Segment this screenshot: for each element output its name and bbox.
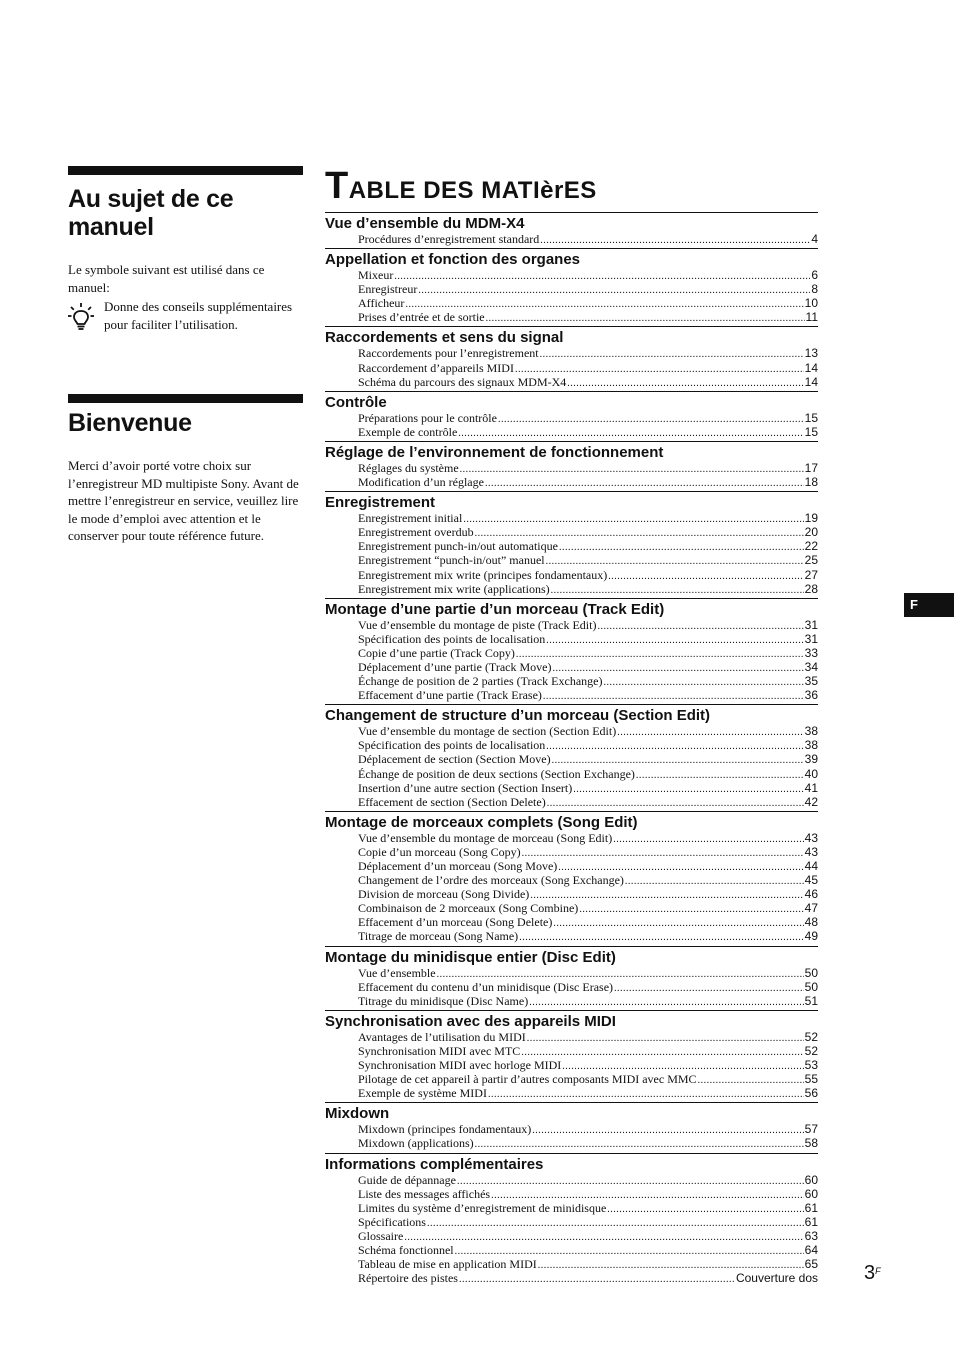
toc-entry — [358, 526, 818, 540]
toc-entry-title: Vue d’ensemble — [358, 965, 436, 980]
toc-entry — [358, 1087, 818, 1101]
toc-entry-title: Déplacement d’un morceau (Song Move) — [358, 859, 558, 873]
toc-entry — [358, 583, 818, 597]
dot-leader — [404, 1230, 803, 1244]
toc-section-title: Montage d’une partie d’un morceau (Track Edit) — [325, 600, 665, 618]
toc-entry-title: Enregistrement mix write (applications) — [358, 581, 550, 596]
toc-entry — [358, 426, 818, 440]
toc-entry-title: Pilotage de cet appareil à partir d’autres composants MIDI avec MMC — [358, 1072, 697, 1087]
toc-entry-title: Mixdown (applications) — [358, 1136, 474, 1151]
dot-leader — [538, 1258, 804, 1272]
toc-section — [325, 326, 818, 389]
toc-entry — [358, 874, 818, 888]
dot-leader — [543, 689, 804, 703]
dot-leader — [527, 1031, 804, 1045]
toc-entry-title: Procédures d’enregistrement standard — [358, 232, 540, 246]
toc-entry-page: 14 — [804, 360, 818, 375]
dot-leader — [573, 782, 803, 796]
toc-entry-title: Enregistrement initial — [358, 511, 463, 526]
toc-entry — [358, 297, 818, 311]
toc-entry-title: Répertoire des pistes — [358, 1271, 458, 1286]
toc-entry-title: Exemple de contrôle — [358, 424, 458, 439]
toc-entry-page: 38 — [804, 738, 818, 753]
toc-entry-title: Déplacement de section (Section Move) — [358, 752, 551, 767]
dot-leader — [457, 1174, 804, 1188]
toc-section — [325, 391, 818, 440]
toc-entry-page: 17 — [804, 460, 818, 475]
toc-entry — [358, 1059, 818, 1073]
toc-entry — [358, 540, 818, 554]
toc-entry — [358, 633, 818, 647]
toc-entry-title: Enregistrement “punch-in/out” manuel — [358, 553, 545, 568]
toc-entry-title: Vue d’ensemble du montage de morceau (Song Edit) — [358, 830, 613, 845]
toc-entry — [358, 768, 818, 782]
toc-entry — [358, 347, 818, 361]
toc-entry-title: Division de morceau (Song Divide) — [358, 887, 530, 902]
dot-leader — [486, 311, 805, 325]
toc-entry-page: 48 — [804, 915, 818, 930]
toc-entry — [358, 311, 818, 325]
toc-section — [325, 1153, 818, 1287]
toc-entry-page: 15 — [804, 410, 818, 425]
toc-entry-title: Insertion d’une autre section (Section Insert) — [358, 780, 573, 795]
toc-entry-page: 63 — [804, 1228, 818, 1243]
toc-entry-page: 64 — [804, 1242, 818, 1257]
dot-leader — [394, 269, 810, 283]
page-number-value: 3 — [864, 1262, 876, 1284]
toc-entry-page: 31 — [804, 617, 818, 632]
toc-entry-title: Enregistrement overdub — [358, 525, 474, 540]
toc-entry-page: 4 — [811, 232, 818, 246]
toc-entry-page: 45 — [804, 873, 818, 888]
dot-leader — [485, 476, 804, 490]
dot-leader — [597, 619, 803, 633]
toc-entry-page: 39 — [804, 752, 818, 767]
toc-section — [325, 704, 818, 810]
toc-entry-page: 61 — [804, 1200, 818, 1215]
about-heading: Au sujet de ce manuel — [68, 185, 234, 241]
dot-leader — [437, 967, 804, 981]
toc-entry-page: 38 — [804, 724, 818, 739]
page-number-suffix: F — [875, 1266, 881, 1276]
toc-entry-page: 60 — [804, 1172, 818, 1187]
dot-leader — [608, 569, 803, 583]
dot-leader — [529, 995, 803, 1009]
toc-entry-title: Glossaire — [358, 1228, 404, 1243]
toc-section-title: Enregistrement — [325, 494, 436, 512]
toc-entry-title: Raccordements pour l’enregistrement — [358, 346, 539, 361]
toc-entry-title: Copie d’une partie (Track Copy) — [358, 645, 515, 660]
dot-leader — [552, 753, 804, 767]
dot-leader — [567, 376, 803, 390]
toc-entry-title: Réglages du système — [358, 460, 459, 475]
toc-entry-page: 42 — [804, 794, 818, 809]
toc-entry — [358, 930, 818, 944]
toc-entry-page: 13 — [804, 346, 818, 361]
dot-leader — [516, 647, 804, 661]
toc-section-title: Synchronisation avec des appareils MIDI — [325, 1012, 616, 1030]
toc-entry-page: 51 — [804, 993, 818, 1008]
toc-entry-page: 60 — [804, 1186, 818, 1201]
toc-entry-page: 55 — [804, 1072, 818, 1087]
toc-entry-title: Mixeur — [358, 268, 394, 283]
toc-entry — [358, 725, 818, 739]
toc-entry-title: Schéma fonctionnel — [358, 1242, 454, 1257]
toc-entry — [358, 753, 818, 767]
toc-entry-title: Titrage de morceau (Song Name) — [358, 929, 519, 944]
dot-leader — [519, 930, 803, 944]
toc-entry-title: Synchronisation MIDI avec horloge MIDI — [358, 1058, 562, 1073]
dot-leader — [579, 902, 803, 916]
toc-entry-title: Vue d’ensemble du montage de section (Section Edit) — [358, 724, 617, 739]
dot-leader — [551, 583, 804, 597]
dot-leader — [562, 1059, 803, 1073]
toc-entry-page: 50 — [804, 965, 818, 980]
dot-leader — [552, 661, 803, 675]
toc-section-title: Réglage de l’environnement de fonctionnement — [325, 443, 664, 461]
toc-section-title: Contrôle — [325, 393, 387, 411]
toc-section-title: Montage du minidisque entier (Disc Edit) — [325, 948, 616, 966]
toc-entry — [358, 1258, 818, 1272]
toc-entry-page: 20 — [804, 525, 818, 540]
toc-entry-page: 47 — [804, 901, 818, 916]
dot-leader — [458, 426, 803, 440]
toc-entry — [358, 995, 818, 1009]
dot-leader — [559, 540, 804, 554]
toc-entry-title: Effacement d’une partie (Track Erase) — [358, 688, 542, 703]
toc-entry-title: Combinaison de 2 morceaux (Song Combine) — [358, 901, 579, 916]
dot-leader — [498, 412, 804, 426]
toc-entry-title: Effacement d’un morceau (Song Delete) — [358, 915, 553, 930]
toc-entry-title: Raccordement d’appareils MIDI — [358, 360, 514, 375]
toc-entry-title: Titrage du minidisque (Disc Name) — [358, 993, 529, 1008]
toc-entry — [358, 412, 818, 426]
toc-entry — [358, 1073, 818, 1087]
about-intro: Le symbole suivant est utilisé dans ce manuel: — [68, 262, 265, 295]
toc-entry — [358, 647, 818, 661]
toc-entry — [358, 916, 818, 930]
toc-section-title: Appellation et fonction des organes — [325, 251, 581, 269]
dot-leader — [418, 283, 810, 297]
toc-section-title: Raccordements et sens du signal — [325, 329, 564, 347]
toc-entry — [358, 1174, 818, 1188]
toc-section — [325, 598, 818, 704]
toc-entry-title: Spécification des points de localisation — [358, 631, 546, 646]
toc-entry-page: 28 — [804, 581, 818, 596]
toc-entry-page: 52 — [804, 1043, 818, 1058]
welcome-section — [68, 394, 303, 545]
toc-section — [325, 1102, 818, 1151]
toc-entry — [358, 1137, 818, 1151]
toc-entry — [358, 888, 818, 902]
toc-entry-page: 41 — [804, 780, 818, 795]
dot-leader — [613, 832, 803, 846]
toc-entry-title: Enregistrement punch-in/out automatique — [358, 539, 558, 554]
toc-entry-title: Prises d’entrée et de sortie — [358, 310, 485, 325]
dot-leader — [488, 1087, 804, 1101]
dot-leader — [475, 526, 804, 540]
toc-entry — [358, 1202, 818, 1216]
toc-entry-page: 43 — [804, 830, 818, 845]
toc-entry-page: 31 — [804, 631, 818, 646]
toc-section-title: Montage de morceaux complets (Song Edit) — [325, 813, 638, 831]
toc-entry — [358, 269, 818, 283]
dot-leader — [530, 888, 803, 902]
toc-entry-title: Spécification des points de localisation — [358, 738, 546, 753]
dot-leader — [532, 1123, 803, 1137]
dot-leader — [614, 981, 804, 995]
toc-entry-page: 25 — [804, 553, 818, 568]
toc-title — [325, 166, 597, 211]
toc-section — [325, 212, 818, 247]
dot-leader — [625, 874, 804, 888]
dot-leader — [636, 768, 804, 782]
toc-entry — [358, 569, 818, 583]
dot-leader — [546, 554, 804, 568]
page-number — [864, 1262, 881, 1285]
dot-leader — [540, 233, 810, 247]
dot-leader — [558, 860, 803, 874]
dot-leader — [459, 1272, 735, 1286]
toc-entry-page: 33 — [804, 645, 818, 660]
toc-section — [325, 811, 818, 945]
dot-leader — [455, 1244, 804, 1258]
toc-entry-title: Avantages de l’utilisation du MIDI — [358, 1029, 526, 1044]
dot-leader — [521, 1045, 803, 1059]
dot-leader — [515, 362, 804, 376]
toc-entry — [358, 1031, 818, 1045]
toc-entry — [358, 476, 818, 490]
toc-entry-page: 35 — [804, 674, 818, 689]
toc-entry-page: 56 — [804, 1086, 818, 1101]
dot-leader — [698, 1073, 804, 1087]
toc-entry-title: Guide de dépannage — [358, 1172, 456, 1187]
toc-section-title: Informations complémentaires — [325, 1155, 544, 1173]
welcome-text: Merci d’avoir porté votre choix sur l’enregistreur MD multipiste Sony. Avant de mettre l’enregistreur en service, veuillez lire le mode d’emploi avec attention et le conserver pour toute référence future. — [68, 458, 299, 543]
toc-entry-page: 36 — [804, 688, 818, 703]
toc-entry-page: 43 — [804, 844, 818, 859]
toc-entry-page: 14 — [804, 374, 818, 389]
toc-entry-title: Enregistreur — [358, 282, 418, 297]
language-tab: F — [904, 593, 954, 617]
toc-entry — [358, 846, 818, 860]
toc-entry — [358, 1230, 818, 1244]
toc-entry-title: Effacement de section (Section Delete) — [358, 794, 546, 809]
toc-entry-title: Vue d’ensemble du montage de piste (Track Edit) — [358, 617, 597, 632]
toc-entry — [358, 981, 818, 995]
toc-title-rest: ABLE DES MATIèrES — [348, 177, 597, 204]
toc-entry — [358, 661, 818, 675]
toc-entry — [358, 1272, 818, 1286]
dot-leader — [547, 796, 804, 810]
toc-entry-title: Tableau de mise en application MIDI — [358, 1257, 537, 1272]
toc-entry-page: 10 — [804, 296, 818, 311]
dot-leader — [491, 1188, 804, 1202]
toc-entry — [358, 512, 818, 526]
dot-leader — [427, 1216, 804, 1230]
toc-entry-page: 19 — [804, 511, 818, 526]
toc-section — [325, 1010, 818, 1101]
toc-entry-page: 49 — [804, 929, 818, 944]
table-of-contents — [325, 212, 818, 1286]
toc-entry-title: Spécifications — [358, 1214, 426, 1229]
toc-entry-page: 65 — [804, 1257, 818, 1272]
toc-entry — [358, 796, 818, 810]
toc-entry-page: 44 — [804, 859, 818, 873]
toc-entry-title: Liste des messages affichés — [358, 1186, 491, 1201]
toc-entry-page: 46 — [804, 887, 818, 902]
dot-leader — [617, 725, 803, 739]
welcome-rule — [68, 394, 303, 403]
toc-entry — [358, 1216, 818, 1230]
toc-section — [325, 946, 818, 1009]
toc-entry-title: Enregistrement mix write (principes fondamentaux) — [358, 567, 608, 582]
toc-entry-title: Modification d’un réglage — [358, 475, 484, 490]
toc-entry — [358, 782, 818, 796]
toc-entry-page: 22 — [804, 539, 818, 554]
toc-entry-page: Couverture dos — [735, 1271, 818, 1286]
toc-entry — [358, 619, 818, 633]
toc-section — [325, 248, 818, 325]
toc-entry-title: Mixdown (principes fondamentaux) — [358, 1122, 532, 1137]
toc-entry-page: 11 — [805, 310, 818, 325]
toc-entry-page: 34 — [804, 659, 818, 674]
toc-section — [325, 441, 818, 490]
about-section — [68, 166, 303, 339]
toc-entry-page: 61 — [804, 1214, 818, 1229]
toc-section — [325, 491, 818, 597]
dot-leader — [463, 512, 803, 526]
toc-entry-page: 50 — [804, 979, 818, 994]
toc-entry — [358, 689, 818, 703]
toc-entry-title: Copie d’un morceau (Song Copy) — [358, 844, 521, 859]
toc-entry-title: Changement de l’ordre des morceaux (Song Exchange) — [358, 873, 624, 888]
dot-leader — [546, 739, 803, 753]
toc-entry — [358, 860, 818, 874]
toc-entry — [358, 233, 818, 247]
toc-section-title: Vue d’ensemble du MDM-X4 — [325, 215, 525, 232]
dot-leader — [460, 462, 804, 476]
dot-leader — [405, 297, 803, 311]
toc-entry-title: Schéma du parcours des signaux MDM-X4 — [358, 374, 567, 389]
dot-leader — [603, 675, 803, 689]
toc-entry — [358, 376, 818, 390]
toc-entry — [358, 832, 818, 846]
dot-leader — [475, 1137, 804, 1151]
toc-entry — [358, 1045, 818, 1059]
toc-entry-title: Synchronisation MIDI avec MTC — [358, 1043, 521, 1058]
toc-entry-page: 53 — [804, 1058, 818, 1073]
toc-entry-page: 52 — [804, 1029, 818, 1044]
toc-entry-page: 27 — [804, 567, 818, 582]
dot-leader — [607, 1202, 803, 1216]
dot-leader — [553, 916, 803, 930]
toc-entry-page: 57 — [804, 1122, 818, 1137]
toc-entry-page: 58 — [804, 1136, 818, 1151]
toc-entry-title: Échange de position de deux sections (Section Exchange) — [358, 766, 635, 781]
toc-section-title: Mixdown — [325, 1105, 390, 1123]
toc-entry — [358, 675, 818, 689]
toc-entry-title: Limites du système d’enregistrement de minidisque — [358, 1200, 607, 1215]
toc-entry — [358, 1244, 818, 1258]
tip-text: Donne des conseils supplémentaires pour faciliter l’utilisation. — [104, 299, 293, 332]
lightbulb-icon — [68, 302, 104, 339]
toc-title-initial: T — [325, 165, 349, 207]
toc-entry — [358, 283, 818, 297]
tip-note — [68, 298, 303, 339]
dot-leader — [522, 846, 804, 860]
toc-entry — [358, 362, 818, 376]
toc-entry-page: 15 — [804, 424, 818, 439]
toc-entry-title: Afficheur — [358, 296, 405, 311]
toc-entry — [358, 462, 818, 476]
toc-entry-title: Effacement du contenu d’un minidisque (Disc Erase) — [358, 979, 614, 994]
toc-entry — [358, 967, 818, 981]
about-rule — [68, 166, 303, 175]
toc-entry-title: Préparations pour le contrôle — [358, 410, 497, 425]
welcome-heading: Bienvenue — [68, 409, 192, 437]
toc-entry — [358, 1123, 818, 1137]
toc-entry-title: Échange de position de 2 parties (Track Exchange) — [358, 674, 603, 689]
toc-entry — [358, 902, 818, 916]
toc-entry-page: 6 — [811, 268, 818, 283]
toc-entry-page: 18 — [804, 475, 818, 490]
dot-leader — [546, 633, 803, 647]
toc-entry — [358, 554, 818, 568]
toc-entry-page: 8 — [811, 282, 818, 297]
toc-entry-title: Exemple de système MIDI — [358, 1086, 487, 1101]
dot-leader — [540, 347, 804, 361]
toc-entry — [358, 739, 818, 753]
toc-entry-page: 40 — [804, 766, 818, 781]
toc-entry — [358, 1188, 818, 1202]
toc-entry-title: Déplacement d’une partie (Track Move) — [358, 659, 552, 674]
toc-section-title: Changement de structure d’un morceau (Section Edit) — [325, 707, 711, 725]
